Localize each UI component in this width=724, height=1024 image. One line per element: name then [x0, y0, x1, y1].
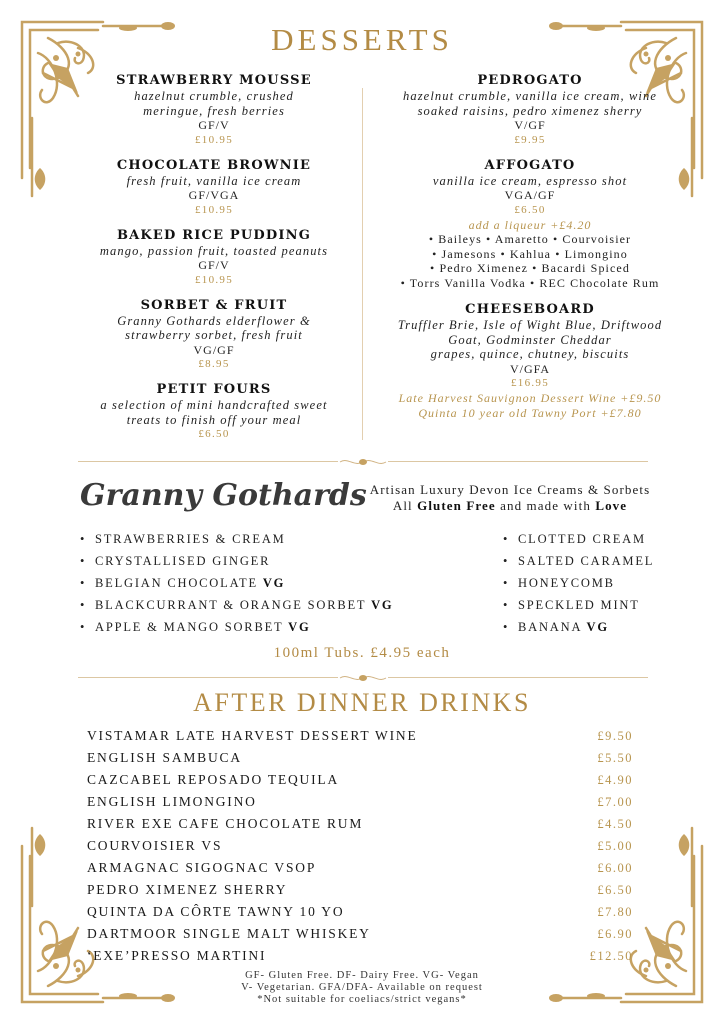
item-name: CHEESEBOARD [465, 302, 595, 317]
after-dinner-drinks-title: AFTER DINNER DRINKS [193, 688, 531, 717]
flourish-icon [338, 671, 388, 685]
item-name: PETIT FOURS [156, 382, 272, 397]
desserts-title: DESSERTS [271, 22, 453, 57]
item-dietary: VGA/GF [504, 188, 556, 202]
drink-row: ENGLISH LIMONGINO £7.00 [87, 794, 633, 809]
drinks-list [87, 725, 633, 967]
liqueur-options: • Torrs Vanilla Vodka • REC Chocolate Rum [400, 275, 660, 290]
drink-row: DARTMOOR SINGLE MALT WHISKEY £6.90 [87, 926, 633, 941]
flourish-icon [338, 455, 388, 469]
menu-item-affogato [372, 158, 688, 291]
item-name: STRAWBERRY MOUSSE [116, 73, 312, 88]
item-name: SORBET & FRUIT [140, 297, 288, 313]
desserts-right-column [372, 73, 688, 430]
item-description: soaked raisins, pedro ximenez sherry [417, 103, 643, 118]
item-dietary: V/GF [514, 118, 546, 132]
item-price: £10.95 [194, 273, 234, 286]
menu-item-pedrogato [372, 73, 688, 148]
item-description: mango, passion fruit, toasted peanuts [99, 243, 329, 258]
item-description: hazelnut crumble, crushed [134, 89, 294, 103]
menu-item-cheeseboard [372, 302, 688, 420]
item-description: meringue, fresh berries [143, 103, 285, 118]
column-divider [362, 88, 363, 440]
liqueur-addon: add a liqueur +£4.20 [468, 217, 592, 232]
flavours-list-left [80, 531, 393, 641]
liqueur-options: • Jamesons • Kahlua • Limongino [432, 246, 628, 261]
item-description: treats to finish off your meal [126, 412, 302, 427]
drink-row: VISTAMAR LATE HARVEST DESSERT WINE £9.50 [87, 728, 633, 743]
item-price: £6.50 [514, 203, 546, 216]
menu-item-petit-fours [70, 382, 358, 442]
desserts-left-column [70, 73, 358, 452]
item-description: Granny Gothards elderflower & [117, 313, 311, 328]
item-description: fresh fruit, vanilla ice cream [126, 173, 302, 188]
section-divider [78, 671, 648, 685]
menu-item-chocolate-brownie [70, 158, 358, 218]
item-description: vanilla ice cream, espresso shot [432, 173, 628, 188]
item-price: £8.95 [198, 358, 230, 370]
drink-row: PEDRO XIMENEZ SHERRY £6.50 [87, 882, 633, 897]
flavours-list-right [503, 531, 654, 641]
granny-gothards-logo: Granny Gothards [80, 478, 367, 513]
tagline-line-1: Artisan Luxury Devon Ice Creams & Sorbets [369, 482, 651, 497]
flavour-item: • SALTED CARAMEL [503, 554, 655, 568]
flavour-item: • STRAWBERRIES & CREAM [80, 532, 286, 546]
drink-row: ENGLISH SAMBUCA £5.50 [87, 750, 633, 765]
item-price: £6.50 [198, 428, 230, 440]
drink-row: COURVOISIER VS £5.00 [87, 838, 633, 853]
item-price: £10.95 [194, 133, 234, 146]
dietary-footnote: GF- Gluten Free. DF- Dairy Free. VG- Vegan V- Vegetarian. GFA/DFA- Available on request *Not suitable for coeliacs/strict vegans* [241, 970, 483, 1005]
flavour-item: • APPLE & MANGO SORBET VG [80, 620, 311, 634]
item-description: Goat, Godminster Cheddar [448, 332, 612, 347]
flavour-item: • CLOTTED CREAM [503, 532, 646, 546]
flavour-item: • BANANA VG [503, 620, 609, 634]
ice-cream-tagline [340, 482, 680, 514]
item-price: £10.95 [194, 203, 234, 216]
drink-row: CAZCABEL REPOSADO TEQUILA £4.90 [87, 772, 633, 787]
pairing-option: Late Harvest Sauvignon Dessert Wine +£9.50 [398, 391, 662, 405]
item-dietary: V/GFA [509, 361, 551, 376]
item-description: Truffler Brie, Isle of Wight Blue, Driftwood [397, 318, 663, 332]
item-dietary: GF/V [198, 118, 230, 132]
item-name: AFFOGATO [484, 157, 576, 173]
drink-row: ARMAGNAC SIGOGNAC VSOP £6.00 [87, 860, 633, 875]
tagline-line-2: All Gluten Free and made with Love [392, 498, 628, 513]
item-price: £16.95 [510, 377, 550, 389]
flavour-item: • BELGIAN CHOCOLATE VG [80, 576, 286, 590]
item-price: £9.95 [514, 133, 546, 146]
item-description: strawberry sorbet, fresh fruit [125, 328, 303, 342]
menu-item-baked-rice-pudding [70, 228, 358, 288]
pairing-option: Quinta 10 year old Tawny Port +£7.80 [418, 405, 642, 420]
item-description: hazelnut crumble, vanilla ice cream, wine [403, 89, 657, 103]
item-description: grapes, quince, chutney, biscuits [430, 347, 630, 361]
item-dietary: GF/V [198, 258, 230, 272]
flavour-item: • HONEYCOMB [503, 576, 615, 590]
drink-row: QUINTA DA CÔRTE TAWNY 10 YO £7.80 [87, 904, 633, 919]
item-name: BAKED RICE PUDDING [116, 227, 312, 243]
item-dietary: GF/VGA [188, 188, 240, 202]
drink-row: RIVER EXE CAFE CHOCOLATE RUM £4.50 [87, 816, 633, 831]
tubs-price: 100ml Tubs. £4.95 each [273, 645, 451, 661]
liqueur-options: • Pedro Ximenez • Bacardi Spiced [430, 261, 630, 275]
item-name: PEDROGATO [477, 73, 583, 88]
item-dietary: VG/GF [193, 342, 235, 357]
menu-item-strawberry-mousse [70, 73, 358, 148]
item-name: CHOCOLATE BROWNIE [116, 157, 312, 173]
flavour-item: • BLACKCURRANT & ORANGE SORBET VG [80, 598, 394, 612]
flavour-item: • CRYSTALLISED GINGER [80, 554, 271, 568]
item-description: a selection of mini handcrafted sweet [100, 398, 328, 412]
flavour-item: • SPECKLED MINT [503, 598, 640, 612]
drink-row: ‘EXE’PRESSO MARTINI £12.50 [87, 948, 633, 963]
menu-item-sorbet-fruit [70, 298, 358, 373]
liqueur-options: • Baileys • Amaretto • Courvoisier [428, 232, 632, 246]
section-divider [78, 455, 648, 469]
